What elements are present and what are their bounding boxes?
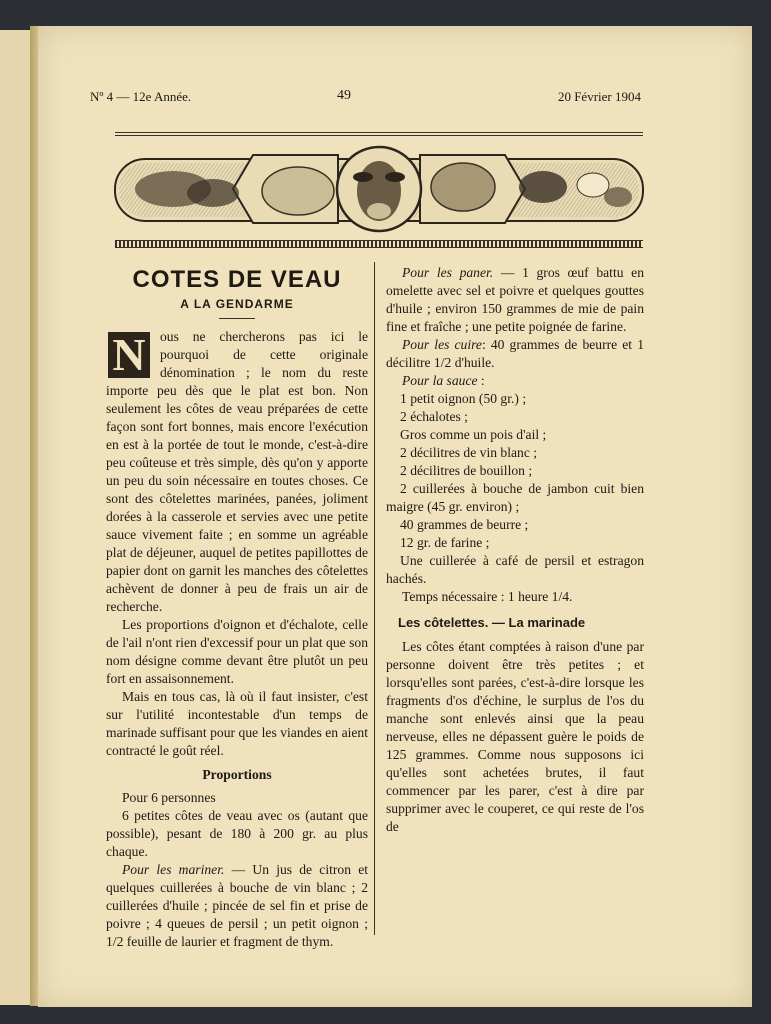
sauce-item: 12 gr. de farine ;: [400, 535, 490, 550]
cuire-label: Pour les cuire: [402, 337, 482, 352]
servings-line: Pour 6 personnes: [122, 790, 216, 805]
sauce-text: :: [477, 373, 485, 388]
column-right-content: [386, 264, 644, 836]
paner-text: — 1 gros œuf battu en omelette avec sel et poivre et quelques gouttes d'huile ; environ 150 grammes de mie de pain fine et fraîche ; une petite poignée de farine.: [386, 265, 644, 334]
sauce-item: 2 échalotes ;: [400, 409, 468, 424]
column-divider: [374, 262, 375, 935]
sauce-item: Gros comme un pois d'ail ;: [400, 427, 547, 442]
turkey-icon: [519, 171, 567, 203]
duck-icon: [187, 179, 239, 207]
sheep-icon: [262, 167, 334, 215]
animal-banner-illustration: [113, 145, 645, 233]
hen-icon: [577, 173, 609, 197]
proportions-heading: Proportions: [202, 767, 272, 782]
cutlets-marinade-heading: Les côtelettes. — La marinade: [398, 615, 586, 630]
sauce-item: 40 grammes de beurre ;: [400, 517, 529, 532]
title-rule: [219, 318, 255, 319]
sauce-item: 2 décilitres de bouillon ;: [400, 463, 533, 478]
mariner-label: Pour les mariner.: [122, 862, 225, 877]
column-left: [106, 264, 368, 951]
facing-page-edge: [0, 30, 34, 1005]
header-rule: [115, 132, 643, 133]
sauce-item: 2 cuillerées à bouche de jambon cuit bien maigre (45 gr. environ) ;: [386, 481, 644, 514]
sauce-label: Pour la sauce: [402, 373, 478, 388]
pig-icon: [431, 163, 495, 211]
dropcap-letter: N: [106, 330, 152, 380]
cuire-text: : 40 grammes de beurre et 1 décilitre 1/2 d'huile.: [386, 337, 644, 370]
ornamental-dashed-rule: [115, 240, 643, 248]
sauce-item: 2 décilitres de vin blanc ;: [400, 445, 538, 460]
time-line: Temps nécessaire : 1 heure 1/4.: [402, 589, 573, 604]
cutlets-line: 6 petites côtes de veau avec os (autant que possible), pesant de 180 à 200 gr. au plus chaque.: [106, 808, 368, 859]
rooster-icon: [604, 187, 632, 207]
paner-line: [386, 264, 644, 336]
paner-label: Pour les paner.: [402, 265, 494, 280]
paragraph-marinade-note: Mais en tous cas, là où il faut insister, c'est sur l'utilité incontestable d'un temps de marinade suffisant pour que les viandes en aient contracté le goût réel.: [106, 689, 368, 758]
article-title: COTES DE VEAU: [132, 266, 342, 293]
running-header: [80, 86, 645, 106]
sauce-line: [386, 372, 644, 390]
sauce-item: Une cuillerée à café de persil et estragon hachés.: [386, 553, 644, 586]
sauce-item: 1 petit oignon (50 gr.) ;: [400, 391, 527, 406]
article-subtitle: A LA GENDARME: [180, 297, 294, 311]
intro-text: ous ne chercherons pas ici le pourquoi de cette originale dénomination ; le nom du reste importe peu dès que le plat est bon. Non seulement les côtes de veau préparées de cette façon sont fort bonnes, mais encore l'exécution en est à la portée de tout le monde, c'est-à-dire peu coûteuse et très simple, dès qu'on y apporte un peu du soin nécessaire en toutes choses. Ce sont des côtelettes marinées, panées, joliment dorées à la casserole et servies avec une petite sauce vivement faite ; en somme un agréable plat de déjeuner, auquel de petites papillottes de papier dont on garnit les manches des côtelettes achèvent de donner à peu de frais un air de recherche.: [106, 329, 368, 614]
cuire-line: [386, 336, 644, 372]
mariner-line: [106, 861, 368, 951]
mariner-text: — Un jus de citron et quelques cuillerées à bouche de vin blanc ; 2 cuillerées d'huile ; pincée de sel fin et prise de poivre ; 4 queues de persil ; un petit oignon ; 1/2 feuille de laurier et fragment de thym.: [106, 862, 369, 949]
paragraph-proportions-note: Les proportions d'oignon et d'échalote, celle de l'ail n'ont rien d'excessif pour un plat que son nom désigne comme devant être plutôt un peu fort en assaisonnement.: [106, 617, 368, 686]
cutlets-paragraph: Les côtes étant comptées à raison d'une par personne doivent être très petites ; et lorsqu'elles sont parées, c'est-à-dire lorsque les fragments d'os d'échine, le surplus de l'os du manche sont enlevés ainsi que la peau nerveuse, elles ne dépassent guère le poids de 125 grammes. Comme nous supposons ici qu'elles sont achetées brutes, il faut commencer par les parer, c'est à dire par supprimer avec le couperet, ce qui reste de l'os de: [386, 639, 644, 834]
page-number: 49: [337, 88, 351, 103]
issue-number: Nº 4 — 12e Année.: [90, 89, 192, 104]
header-rule-double: [115, 135, 643, 136]
intro-paragraph: [106, 328, 368, 616]
issue-date: 20 Février 1904: [557, 89, 641, 104]
